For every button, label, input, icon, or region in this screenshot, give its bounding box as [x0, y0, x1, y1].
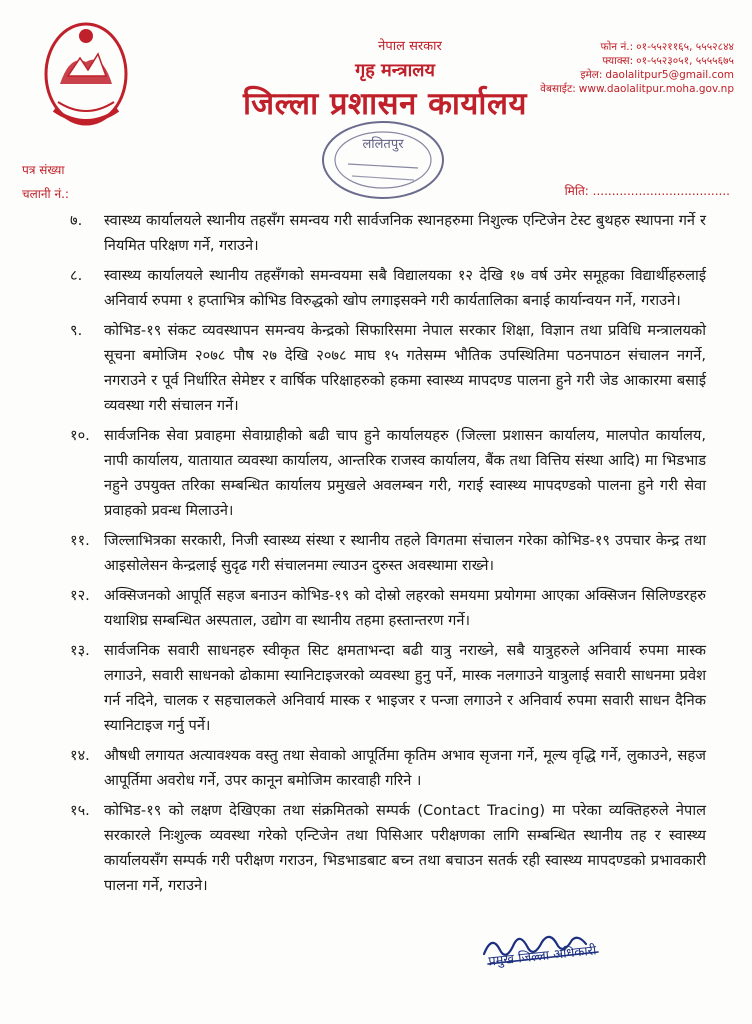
office-name: जिल्ला प्रशासन कार्यालय: [243, 86, 527, 122]
item-number: ८.: [70, 267, 83, 284]
nepal-emblem-icon: [40, 14, 132, 138]
fax-value: ०१-५५२३०५१, ५५५५६७५: [636, 55, 734, 67]
item-number: १३.: [70, 642, 90, 659]
item-text: जिल्लाभित्रका सरकारी, निजी स्वास्थ्य संस्था र स्थानीय तहले विगतमा संचालन गरेका कोभिड-१९ उपचार केन्द्र तथा आइसोलेसन केन्द्रलाई सुदृढ गरी संचालनमा ल्याउन दुरुस्त अवस्थामा राख्ने।: [104, 532, 706, 574]
stamp-text: ललितपुर: [362, 137, 404, 152]
item-number: ९.: [70, 322, 83, 339]
reference-block: [22, 158, 69, 206]
dispatch-number-label: चलानी नं.:: [22, 187, 69, 201]
item-text: कोभिड-१९ को लक्षण देखिएका तथा संक्रमितको सम्पर्क (Contact Tracing) मा परेका व्यक्तिहरुले नेपाल सरकारले निःशुल्क व्यवस्था गरेको एन्टिजेन तथा पिसिआर परीक्षणका लागि सम्बन्धित स्थानीय तह र स्वास्थ्य कार्यालयसँग सम्पर्क गरी परीक्षण गराउन, भिडभाडबाट बच्न तथा बचाउन सतर्क रही स्वास्थ्य मापदण्डको प्रभावकारी पालना गर्ने, गराउने।: [104, 802, 706, 894]
letter-number-label: पत्र संख्या: [22, 163, 65, 177]
item-number: १५.: [70, 802, 90, 819]
item-number: १२.: [70, 587, 90, 604]
list-item: [70, 318, 706, 418]
email-row: [514, 68, 734, 82]
phone-row: [514, 40, 734, 54]
item-text: औषधी लगायत अत्यावश्यक वस्तु तथा सेवाको आपूर्तिमा कृतिम अभाव सृजना गर्ने, मूल्य वृद्धि गर्ने, लुकाउने, सहज आपूर्तिमा अवरोध गर्ने, उपर कानून बमोजिम कारवाही गरिने ।: [104, 747, 706, 789]
item-text: स्वास्थ्य कार्यालयले स्थानीय तहसँग समन्वय गरी सार्वजनिक स्थानहरुमा निशुल्क एन्टिजेन टेस्ट बुथहरु स्थापना गर्ने र नियमित परिक्षण गर्ने, गराउने।: [104, 212, 706, 254]
list-item: [70, 798, 706, 898]
list-item: [70, 528, 706, 578]
item-text: कोभिड-१९ संकट व्यवस्थापन समन्वय केन्द्रको सिफारिसमा नेपाल सरकार शिक्षा, विज्ञान तथा प्रविधि मन्त्रालयको सूचना बमोजिम २०७८ पौष २७ देखि २०७८ माघ १५ गतेसम्म भौतिक उपस्थितिमा पठनपाठन संचालन नगर्ने, नगराउने र पूर्व निर्धारित सेमेष्टर र वार्षिक परिक्षाहरुको हकमा स्वास्थ्य मापदण्ड पालना हुने गरी जेड आकारमा बसाई व्यवस्था गरी संचालन गर्ने।: [104, 322, 706, 414]
fax-label: फ्याक्स:: [602, 55, 634, 67]
directive-list: [70, 208, 706, 903]
list-item: [70, 583, 706, 633]
item-number: १०.: [70, 427, 90, 444]
item-number: १४.: [70, 747, 90, 764]
list-item: [70, 208, 706, 258]
item-text: अक्सिजनको आपूर्ति सहज बनाउन कोभिड-१९ को दोस्रो लहरको समयमा प्रयोगमा आएका अक्सिजन सिलिण्डरहरु यथाशिघ्र सम्बन्धित अस्पताल, उद्योग वा स्थानीय तहमा हस्तान्तरण गर्ने।: [104, 587, 706, 629]
item-text: सार्वजनिक सेवा प्रवाहमा सेवाग्राहीको बढी चाप हुने कार्यालयहरु (जिल्ला प्रशासन कार्यालय, मालपोत कार्यालय, नापी कार्यालय, यातायात व्यवस्था कार्यालय, आन्तरिक राजस्व कार्यालय, बैंक तथा वित्तिय संस्था आदि) मा भिडभाड नहुने उपयुक्त तरिका सम्बन्धित कार्यालय प्रमुखले अवलम्बन गरी, गराई स्वास्थ्य मापदण्डको पालना हुने गरी सेवा प्रवाहको प्रवन्ध मिलाउने।: [104, 427, 706, 519]
email-label: इमेल:: [580, 69, 603, 81]
office-stamp-icon: [318, 118, 448, 202]
fax-row: [514, 54, 734, 68]
email-value: daolalitpur5@gmail.com: [605, 69, 734, 81]
website-value: www.daolalitpur.moha.gov.np: [578, 83, 734, 95]
list-item: [70, 423, 706, 523]
website-row: [514, 82, 734, 96]
government-label: नेपाल सरकार: [378, 39, 442, 54]
signatory-title: प्रमुख जिल्ला अधिकारी: [487, 943, 598, 970]
phone-value: ०१-५५२११६५, ५५५२८४४: [636, 41, 734, 53]
phone-label: फोन नं.:: [600, 41, 634, 53]
date-label: मिति: ....................................: [564, 184, 730, 198]
list-item: [70, 743, 706, 793]
contact-block: [514, 40, 734, 96]
ministry-name: गृह मन्त्रालय: [355, 60, 435, 81]
website-label: वेबसाईट:: [540, 83, 576, 95]
item-number: ११.: [70, 532, 90, 549]
list-item: [70, 263, 706, 313]
item-number: ७.: [70, 212, 83, 229]
list-item: [70, 638, 706, 738]
item-text: सार्वजनिक सवारी साधनहरु स्वीकृत सिट क्षमताभन्दा बढी यात्रु नराख्ने, सबै यात्रुहरुले अनिवार्य रुपमा मास्क लगाउने, सवारी साधनको ढोकामा स्यानिटाइजरको व्यवस्था हुनु पर्ने, मास्क नलगाउने यात्रुलाई सवारी साधनमा प्रवेश गर्न नदिने, चालक र सहचालकले अनिवार्य मास्क र भाइजर र पन्जा लगाउने र अनिवार्य रुपमा सवारी साधन दैनिक स्यानिटाइज गर्नु पर्ने।: [104, 642, 706, 734]
item-text: स्वास्थ्य कार्यालयले स्थानीय तहसँगको समन्वयमा सबै विद्यालयका १२ देखि १७ वर्ष उमेर समूहका विद्यार्थीहरुलाई अनिवार्य रुपमा १ हप्ताभित्र कोभिड विरुद्धको खोप लगाइसक्ने गरी कार्यतालिका बनाई कार्यान्वयन गर्ने, गराउने।: [104, 267, 706, 309]
